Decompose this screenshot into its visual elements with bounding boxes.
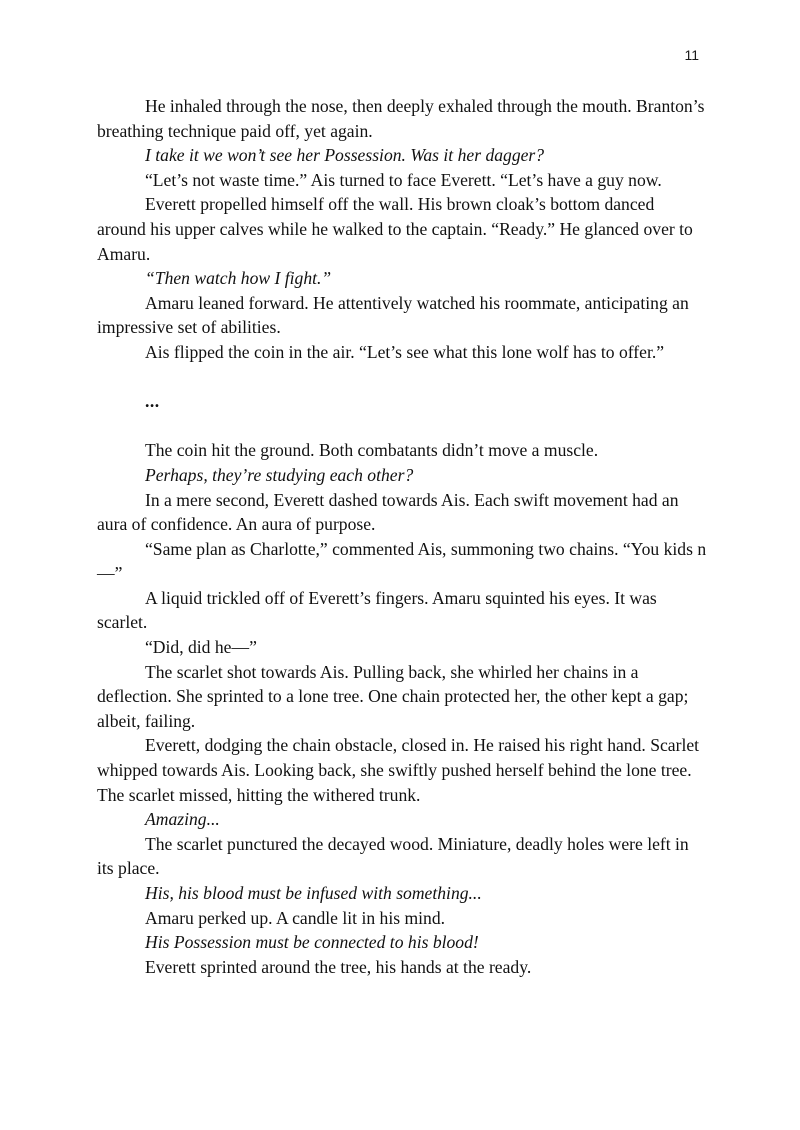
paragraph: The scarlet shot towards Ais. Pulling back, she whirled her chains in a deflection. She sprinted to a lone tree. One chain protected her, the other kept a gap; albeit, failing.	[97, 661, 689, 731]
scene-break: ...	[145, 391, 160, 412]
blank-line	[97, 365, 707, 390]
page-number: 11	[684, 47, 699, 63]
italic-thought: His Possession must be connected to his blood!	[145, 932, 479, 953]
italic-thought: His, his blood must be infused with something...	[145, 883, 482, 903]
paragraph: “Same plan as Charlotte,” commented Ais, summoning two chains. “You kids n—”	[97, 538, 707, 584]
paragraph: A liquid trickled off of Everett’s fingers. Amaru squinted his eyes. It was scarlet.	[97, 587, 657, 633]
italic-thought: I take it we won’t see her Possession. Was it her dagger?	[145, 145, 545, 166]
paragraph: The coin hit the ground. Both combatants didn’t move a muscle.	[145, 440, 599, 461]
paragraph: In a mere second, Everett dashed towards Ais. Each swift movement had an aura of confidence. An aura of purpose.	[97, 489, 679, 535]
paragraph: Everett sprinted around the tree, his hands at the ready.	[145, 956, 532, 977]
italic-thought: “Then watch how I fight.”	[145, 268, 332, 289]
paragraph: Ais flipped the coin in the air. “Let’s see what this lone wolf has to offer.”	[145, 341, 665, 362]
paragraph: “Did, did he—”	[145, 637, 257, 658]
paragraph: The scarlet punctured the decayed wood. Miniature, deadly holes were left in its place.	[97, 833, 689, 879]
italic-thought: Perhaps, they’re studying each other?	[145, 464, 414, 485]
body-text	[97, 94, 707, 979]
paragraph: Everett propelled himself off the wall. His brown cloak’s bottom danced around his upper calves while he walked to the captain. “Ready.” He glanced over to Amaru.	[97, 194, 693, 264]
blank-line	[97, 414, 707, 439]
paragraph: He inhaled through the nose, then deeply exhaled through the mouth. Branton’s breathing technique paid off, yet again.	[97, 96, 705, 141]
paragraph: Amaru leaned forward. He attentively watched his roommate, anticipating an impressive set of abilities.	[97, 292, 689, 338]
paragraph: Amaru perked up. A candle lit in his mind.	[145, 907, 446, 928]
italic-thought: Amazing...	[145, 809, 220, 830]
paragraph: Everett, dodging the chain obstacle, closed in. He raised his right hand. Scarlet whipped towards Ais. Looking back, she swiftly pushed herself behind the lone tree. The scarlet missed, hitting the withered trunk.	[97, 735, 700, 805]
paragraph: “Let’s not waste time.” Ais turned to face Everett. “Let’s have a guy now.	[145, 169, 662, 190]
